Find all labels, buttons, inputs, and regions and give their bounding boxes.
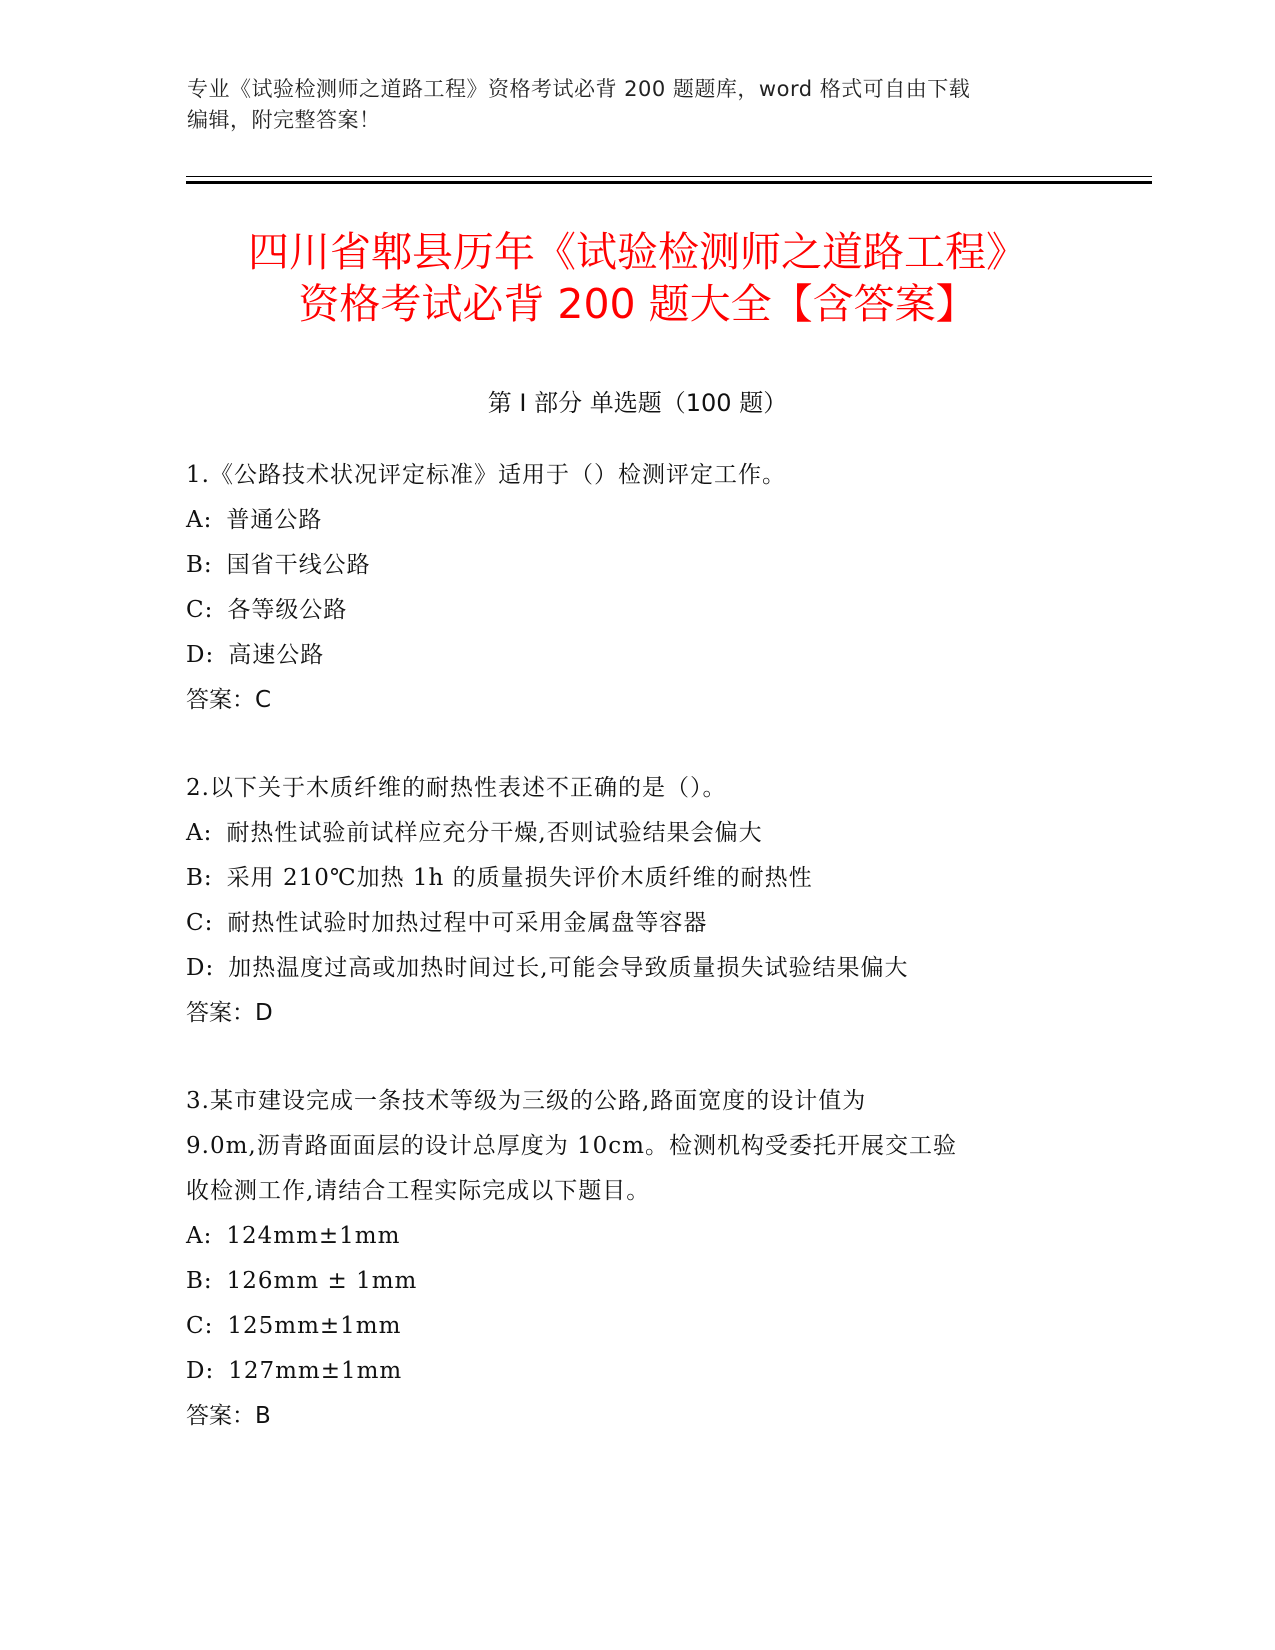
option-letter: B: — [186, 1268, 213, 1294]
option-b — [186, 1259, 1086, 1304]
option-text: 国省干线公路 — [226, 552, 371, 578]
question-3 — [186, 1079, 1086, 1439]
option-text: 高速公路 — [228, 642, 325, 668]
option-text: 127mm±1mm — [228, 1358, 403, 1384]
header-note-line-1: 专业《试验检测师之道路工程》资格考试必背 200 题题库，word 格式可自由下载 — [187, 77, 971, 101]
document-title-line-2: 资格考试必背 200 题大全【含答案】 — [298, 280, 977, 328]
option-letter: D: — [186, 955, 215, 981]
option-text: 耐热性试验前试样应充分干燥,否则试验结果会偏大 — [226, 820, 763, 846]
option-c — [186, 901, 1086, 946]
question-stem — [186, 453, 1086, 498]
option-text: 普通公路 — [226, 507, 323, 533]
question-stem-line: 收检测工作,请结合工程实际完成以下题目。 — [186, 1178, 651, 1204]
option-text: 各等级公路 — [227, 597, 348, 623]
option-letter: A: — [186, 507, 213, 533]
answer-line: 答案：B — [186, 1403, 271, 1429]
document-title-line-1: 四川省郫县历年《试验检测师之道路工程》 — [248, 228, 1027, 276]
option-c — [186, 1304, 1086, 1349]
option-text: 126mm ± 1mm — [226, 1268, 418, 1294]
option-d — [186, 946, 1086, 991]
question-stem — [186, 1079, 1086, 1214]
option-text: 加热温度过高或加热时间过长,可能会导致质量损失试验结果偏大 — [228, 955, 909, 981]
option-text: 124mm±1mm — [226, 1223, 401, 1249]
option-letter: A: — [186, 1223, 213, 1249]
question-stem-line: 9.0m,沥青路面面层的设计总厚度为 10cm。检测机构受委托开展交工验 — [186, 1133, 957, 1159]
header-note-line-2: 编辑，附完整答案！ — [187, 108, 381, 132]
option-c — [186, 588, 1086, 633]
question-stem-line: 1.《公路技术状况评定标准》适用于（）检测评定工作。 — [186, 462, 786, 488]
header-divider-thin — [186, 176, 1152, 177]
option-b — [186, 543, 1086, 588]
option-letter: B: — [186, 865, 213, 891]
header-divider-thick — [186, 181, 1152, 184]
option-letter: C: — [186, 910, 214, 936]
option-a — [186, 1214, 1086, 1259]
question-2 — [186, 766, 1086, 1036]
header-note — [187, 74, 1087, 136]
option-d — [186, 633, 1086, 678]
option-letter: C: — [186, 1313, 214, 1339]
section-heading: 第 I 部分 单选题（100 题） — [487, 389, 788, 417]
option-b — [186, 856, 1086, 901]
option-a — [186, 498, 1086, 543]
option-letter: C: — [186, 597, 214, 623]
document-title — [100, 226, 1175, 330]
option-text: 耐热性试验时加热过程中可采用金属盘等容器 — [227, 910, 708, 936]
option-text: 采用 210℃加热 1h 的质量损失评价木质纤维的耐热性 — [226, 865, 813, 891]
option-letter: D: — [186, 1358, 215, 1384]
option-a — [186, 811, 1086, 856]
question-1 — [186, 453, 1086, 723]
option-d — [186, 1349, 1086, 1394]
option-text: 125mm±1mm — [227, 1313, 402, 1339]
option-letter: D: — [186, 642, 215, 668]
answer-line: 答案：D — [186, 1000, 273, 1026]
option-letter: B: — [186, 552, 213, 578]
question-stem-line: 3.某市建设完成一条技术等级为三级的公路,路面宽度的设计值为 — [186, 1088, 867, 1114]
option-letter: A: — [186, 820, 213, 846]
question-stem — [186, 766, 1086, 811]
answer-line: 答案：C — [186, 687, 272, 713]
question-stem-line: 2.以下关于木质纤维的耐热性表述不正确的是（）。 — [186, 775, 727, 801]
